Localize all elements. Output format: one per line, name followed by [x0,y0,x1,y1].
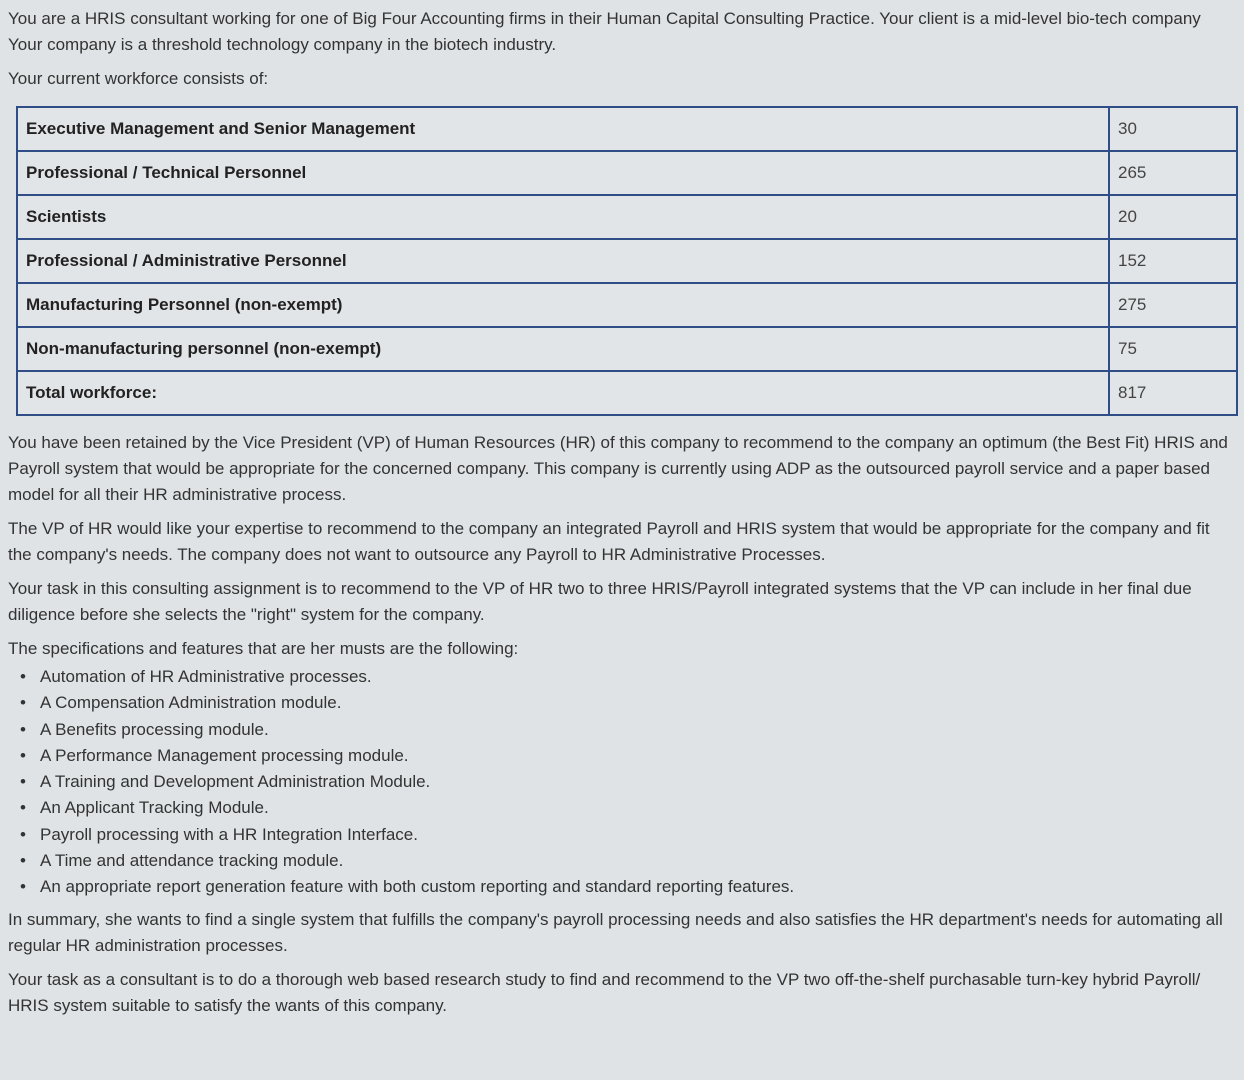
list-item [20,717,1236,743]
total-count-cell: 817 [1109,371,1237,415]
final-task-paragraph: Your task as a consultant is to do a thorough web based research study to find and recommend to the VP two off-the-shelf purchasable turn-key hybrid Payroll/ HRIS system suitable to satisfy the wants of this company. [8,969,1201,1015]
list-item [20,664,1236,690]
list-item-text: A Training and Development Administration Module. [40,772,431,792]
bullet-icon: • [20,772,26,792]
table-row [17,107,1237,151]
vp-request-paragraph: The VP of HR would like your expertise to recommend to the company an integrated Payroll and HRIS system that would be appropriate for the company and fit the company's needs. The company does not want to outsource any Payroll to HR Administrative Processes. [8,519,1210,564]
category-cell: Professional / Administrative Personnel [17,239,1109,283]
category-cell: Scientists [17,195,1109,239]
list-item-text: Payroll processing with a HR Integration Interface. [40,824,418,844]
table-row [17,151,1237,195]
task-paragraph: Your task in this consulting assignment is to recommend to the VP of HR two to three HRIS/Payroll integrated systems that the VP can include in her final due diligence before she selects the "right" system for the company. [8,579,1192,624]
count-cell: 20 [1109,195,1237,239]
table-row [17,195,1237,239]
retained-paragraph: You have been retained by the Vice President (VP) of Human Resources (HR) of this company to recommend to the company an optimum (the Best Fit) HRIS and Payroll system that would be appropriate for the concerned company. This company is currently using ADP as the outsourced payroll service and a paper based model for all their HR administrative process. [8,433,1228,504]
list-item-text: A Time and attendance tracking module. [40,851,344,871]
list-item [20,874,1236,900]
intro-line-1: You are a HRIS consultant working for one of Big Four Accounting firms in their Human Capital Consulting Practice. Your client is a mid-level bio-tech company [8,9,1201,28]
table-row-total [17,371,1237,415]
bullet-icon: • [20,719,26,739]
list-item-text: A Compensation Administration module. [40,693,342,713]
intro-line-2: Your company is a threshold technology company in the biotech industry. [8,35,557,54]
summary-paragraph: In summary, she wants to find a single system that fulfills the company's payroll processing needs and also satisfies the HR department's needs for automating all regular HR administration processes. [8,909,1223,955]
count-cell: 275 [1109,283,1237,327]
list-item-text: Automation of HR Administrative processes. [40,667,372,686]
bullet-icon: • [20,745,26,765]
bullet-icon: • [20,798,26,818]
category-cell: Non-manufacturing personnel (non-exempt) [17,327,1109,371]
list-item [20,848,1236,874]
category-cell: Professional / Technical Personnel [17,151,1109,195]
bullet-icon: • [20,667,26,686]
count-cell: 75 [1109,327,1237,371]
list-item-text: An appropriate report generation feature with both custom reporting and standard reporting features. [40,877,795,897]
workforce-table [16,106,1238,416]
list-item-text: An Applicant Tracking Module. [40,798,269,818]
total-label-cell: Total workforce: [17,371,1109,415]
category-cell: Executive Management and Senior Management [17,107,1109,151]
list-item [20,690,1236,716]
table-row [17,283,1237,327]
count-cell: 30 [1109,107,1237,151]
category-cell: Manufacturing Personnel (non-exempt) [17,283,1109,327]
count-cell: 152 [1109,239,1237,283]
list-item-text: A Benefits processing module. [40,719,269,739]
bullet-icon: • [20,824,26,844]
list-item-text: A Performance Management processing module. [40,745,409,765]
bullet-icon: • [20,693,26,713]
table-row [17,239,1237,283]
list-item [20,822,1236,848]
bullet-icon: • [20,851,26,871]
list-item [20,743,1236,769]
musts-list [8,664,1236,901]
bullet-icon: • [20,877,26,897]
count-cell: 265 [1109,151,1237,195]
list-item [20,769,1236,795]
table-row [17,327,1237,371]
list-item [20,795,1236,821]
workforce-label: Your current workforce consists of: [8,69,269,88]
specs-intro: The specifications and features that are her musts are the following: [8,639,519,658]
